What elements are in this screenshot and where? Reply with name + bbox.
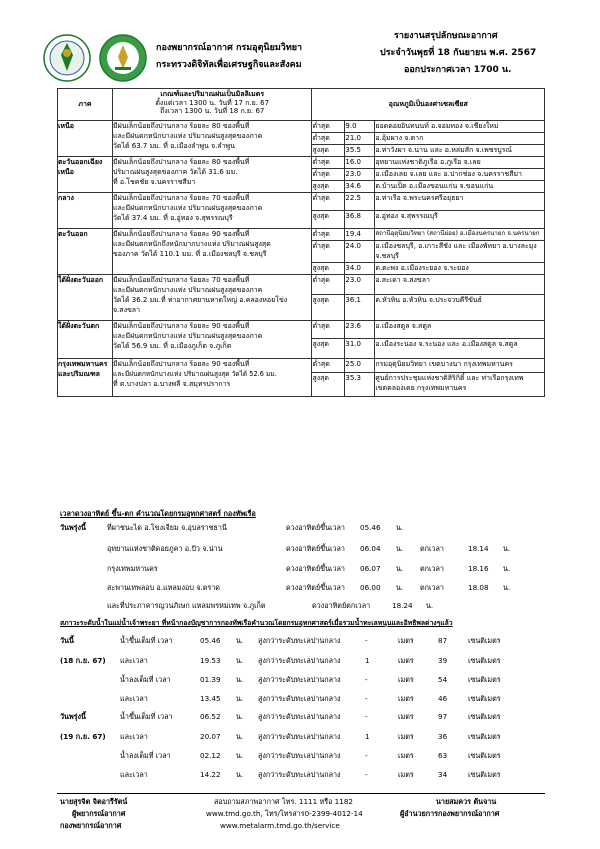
time-unit: น. xyxy=(236,712,244,721)
tide-desc: น้ำขึ้นเต็มที่ เวลา xyxy=(120,636,173,645)
temp-label: สูงสุด xyxy=(312,181,345,193)
temp-place: อ.เมืองสตูล จ.สตูล xyxy=(375,321,545,339)
cm-unit: เซนติเมตร xyxy=(468,675,501,684)
time-unit: น. xyxy=(236,751,244,760)
sun-day-label: วันพรุ่งนี้ xyxy=(60,523,86,532)
tide-level-desc: สูงกว่าระดับทะเลปานกลาง xyxy=(258,656,341,665)
sunset-label: ตกเวลา xyxy=(420,583,444,592)
time-unit: น. xyxy=(396,544,404,553)
sunrise-time: 05.46 xyxy=(360,523,381,532)
tide-meters: 1 xyxy=(365,656,370,665)
tide-desc: และเวลา xyxy=(120,732,148,741)
time-unit: น. xyxy=(396,564,404,573)
temp-place: อ.เมืองเลย จ.เลย และ อ.ปากช่อง จ.นครราชสีมา xyxy=(375,169,545,181)
forecaster-name: นายสุรจิต จิตอารีรัตน์ xyxy=(60,797,128,806)
temp-label: สูงสุด xyxy=(312,211,345,229)
temp-value: 16.0 xyxy=(345,157,375,169)
ministry-logo xyxy=(98,33,148,83)
temp-label: สูงสุด xyxy=(312,339,345,359)
temp-value: 23.0 xyxy=(345,169,375,181)
tide-meters: - xyxy=(365,636,368,645)
temp-label: ต่ำสุด xyxy=(312,359,345,373)
tide-cm: 46 xyxy=(438,694,448,703)
region-name: ตะวันออก xyxy=(58,229,113,275)
col-header-rain-title: เกณฑ์และปริมาณฝนเป็นมิลลิเมตร xyxy=(160,90,265,98)
sunrise-label: ดวงอาทิตย์ขึ้นเวลา xyxy=(286,564,345,573)
sunset-label: ตกเวลา xyxy=(420,564,444,573)
sunrise-time: 06.00 xyxy=(360,583,381,592)
tide-level-desc: สูงกว่าระดับทะเลปานกลาง xyxy=(258,770,341,779)
region-name: กรุงเทพมหานคร และปริมณฑล xyxy=(58,359,113,397)
temp-label: ต่ำสุด xyxy=(312,121,345,133)
time-unit: น. xyxy=(396,523,404,532)
temp-value: 21.0 xyxy=(345,133,375,145)
tide-day-label: วันนี้ xyxy=(60,636,74,645)
time-unit: น. xyxy=(503,583,511,592)
tmd-logo xyxy=(42,33,92,83)
cm-unit: เซนติเมตร xyxy=(468,656,501,665)
tide-meters: - xyxy=(365,751,368,760)
cm-unit: เซนติเมตร xyxy=(468,694,501,703)
sun-place: ที่ผาชนะได อ.โขงเจียม จ.อุบลราชธานี xyxy=(107,523,227,532)
time-unit: น. xyxy=(236,694,244,703)
tide-desc: น้ำลงเต็มที่ เวลา xyxy=(120,751,171,760)
temp-value: 34.0 xyxy=(345,263,375,275)
tide-section-title: สภาวะระดับน้ำในแม่น้ำเจ้าพระยา ที่หน้ากองบัญชาการกองทัพเรือคำนวณโดยกรมอุทกศาสตร์เมื่อรวมน้ำทะเลหนุนและอิทธิพลต่างๆแล้ว xyxy=(60,619,453,627)
tide-time: 19.53 xyxy=(200,656,221,665)
tide-time: 13.45 xyxy=(200,694,221,703)
org-name-line1: กองพยากรณ์อากาศ กรมอุตุนิยมวิทยา xyxy=(156,43,303,53)
temp-place: อ.เมืองระนอง จ.ระนอง และ อ.เมืองสตูล จ.สตูล xyxy=(375,339,545,359)
cm-unit: เซนติเมตร xyxy=(468,712,501,721)
temp-label: ต่ำสุด xyxy=(312,321,345,339)
sun-place: และที่ประภาคารญวนภิเษก แหลมพรหมเทพ จ.ภูเก็ต xyxy=(107,601,266,610)
temp-label: สูงสุด xyxy=(312,145,345,157)
temp-place: ยอดดอยอินทนนท์ อ.จอมทอง จ.เชียงใหม่ xyxy=(375,121,545,133)
sun-place: กรุงเทพมหานคร xyxy=(107,564,158,573)
cm-unit: เซนติเมตร xyxy=(468,636,501,645)
report-time: ออกประกาศเวลา 1700 น. xyxy=(404,65,512,75)
tide-meters: - xyxy=(365,694,368,703)
weather-summary-table xyxy=(57,88,545,397)
region-name: ใต้ฝั่งตะวันตก xyxy=(58,321,113,359)
temp-place: กรมอุตุนิยมวิทยา เขตบางนา กรุงเทพมหานคร xyxy=(375,359,545,373)
sunrise-time: 06.04 xyxy=(360,544,381,553)
temp-place: อ.สะเดา จ.สงขลา xyxy=(375,275,545,295)
tide-desc: น้ำลงเต็มที่ เวลา xyxy=(120,675,171,684)
temp-label: ต่ำสุด xyxy=(312,133,345,145)
region-rain-text: มีฝนเล็กน้อยถึงปานกลาง ร้อยละ 80 ของพื้นที่ และมีฝนตกหนักบางแห่ง ปริมาณฝนสูงสุดของภาค วัดได้ 63.7 มม. ที่ อ.เมืองลำพูน จ.ลำพูน xyxy=(112,121,311,157)
tide-cm: 36 xyxy=(438,732,448,741)
time-unit: น. xyxy=(503,544,511,553)
temp-place: อ.อุ้มผาง จ.ตาก xyxy=(375,133,545,145)
temp-value: 23.6 xyxy=(345,321,375,339)
region-name: ใต้ฝั่งตะวันออก xyxy=(58,275,113,321)
tide-cm: 87 xyxy=(438,636,448,645)
forecaster-position: ผู้พยากรณ์อากาศ xyxy=(72,809,126,818)
sun-place: สะพานเทพลอบ อ.แหลมงอบ จ.ตราด xyxy=(107,583,220,592)
time-unit: น. xyxy=(236,675,244,684)
sun-section-title: เวลาดวงอาทิตย์ ขึ้น-ตก คำนวณโดยกรมอุทกศาสตร์ กองทัพเรือ xyxy=(60,509,256,518)
tide-meters: 1 xyxy=(365,732,370,741)
meter-unit: เมตร xyxy=(398,636,414,645)
footer-service-link[interactable]: www.metalarm.tmd.go.th/service xyxy=(220,821,340,830)
region-name: เหนือ xyxy=(58,121,113,157)
region-rain-text: มีฝนเล็กน้อยถึงปานกลาง ร้อยละ 80 ของพื้นที่ ปริมาณฝนสูงสุดของภาค วัดได้ 31.6 มม. ที่ อ.โชคชัย จ.นครราชสีมา xyxy=(112,157,311,193)
temp-value: 35.3 xyxy=(345,373,375,397)
footer-divider xyxy=(57,793,545,794)
temp-value: 23.0 xyxy=(345,275,375,295)
region-rain-text: มีฝนเล็กน้อยถึงปานกลาง ร้อยละ 70 ของพื้นที่ และมีฝนตกหนักบางแห่ง ปริมาณฝนสูงสุดของภาค วัดได้ 37.4 มม. ที่ อ.อู่ทอง จ.สุพรรณบุรี xyxy=(112,193,311,229)
temp-value: 25.0 xyxy=(345,359,375,373)
sunset-time: 18.16 xyxy=(468,564,489,573)
time-unit: น. xyxy=(236,770,244,779)
tide-cm: 54 xyxy=(438,675,448,684)
tide-time: 01.39 xyxy=(200,675,221,684)
sunrise-time: 06.07 xyxy=(360,564,381,573)
meter-unit: เมตร xyxy=(398,751,414,760)
temp-place: ศูนย์การประชุมแห่งชาติสิริกิติ์ และ ท่าเรือกรุงเทพ เขตคลองเตย กรุงเทพมหานคร xyxy=(375,373,545,397)
temp-place: สถานีอุตุนิยมวิทยา (สถานีย่อย) อ.เมืองนครนายก จ.นครนายก xyxy=(375,229,545,241)
tide-day-label: วันพรุ่งนี้ xyxy=(60,712,86,721)
sunset-time: 18.08 xyxy=(468,583,489,592)
tide-desc: และเวลา xyxy=(120,694,148,703)
tide-time: 20.07 xyxy=(200,732,221,741)
region-name: กลาง xyxy=(58,193,113,229)
temp-label: ต่ำสุด xyxy=(312,241,345,263)
tide-desc: น้ำขึ้นเต็มที่ เวลา xyxy=(120,712,173,721)
col-header-rain-from: ตั้งแต่เวลา 1300 น. วันที่ 17 ก.ย. 67 xyxy=(155,99,270,107)
tide-level-desc: สูงกว่าระดับทะเลปานกลาง xyxy=(258,675,341,684)
region-name: ตะวันออกเฉียงเหนือ xyxy=(58,157,113,193)
temp-place: อ.ท่าเรือ จ.พระนครศรีอยุธยา xyxy=(375,193,545,211)
temp-label: ต่ำสุด xyxy=(312,157,345,169)
region-rain-text: มีฝนเล็กน้อยถึงปานกลาง ร้อยละ 70 ของพื้นที่ และมีฝนตกหนักบางแห่ง ปริมาณฝนสูงสุดของภาค วัดได้ 36.2 มม.ที่ ท่าอากาศยานหาดใหญ่ อ.คลองหอยโข่ง จ.สงขลา xyxy=(112,275,311,321)
tide-cm: 63 xyxy=(438,751,448,760)
cm-unit: เซนติเมตร xyxy=(468,751,501,760)
temp-label: ต่ำสุด xyxy=(312,193,345,211)
tide-time: 05.46 xyxy=(200,636,221,645)
time-unit: น. xyxy=(236,732,244,741)
footer-website-link[interactable]: www.tmd.go.th, โทร/โทรสาร0-2399-4012-14 xyxy=(206,809,363,818)
temp-place: ต.หัวหิน อ.หัวหิน จ.ประจวบคีรีขันธ์ xyxy=(375,295,545,321)
temp-place: อ.ท่าวังผา จ.น่าน และ อ.หล่มสัก จ.เพชรบูรณ์ xyxy=(375,145,545,157)
tide-day-date: (19 ก.ย. 67) xyxy=(60,732,106,741)
tide-meters: - xyxy=(365,770,368,779)
tide-meters: - xyxy=(365,712,368,721)
time-unit: น. xyxy=(503,564,511,573)
cm-unit: เซนติเมตร xyxy=(468,732,501,741)
time-unit: น. xyxy=(236,636,244,645)
col-header-rain-to: ถึงเวลา 1300 น. วันที่ 18 ก.ย. 67 xyxy=(160,107,265,115)
tide-time: 06.52 xyxy=(200,712,221,721)
sunrise-label: ดวงอาทิตย์ขึ้นเวลา xyxy=(286,523,345,532)
temp-value: 22.5 xyxy=(345,193,375,211)
col-header-region: ภาค xyxy=(58,89,113,121)
tide-level-desc: สูงกว่าระดับทะเลปานกลาง xyxy=(258,732,341,741)
cm-unit: เซนติเมตร xyxy=(468,770,501,779)
temp-value: 19.4 xyxy=(345,229,375,241)
temp-value: 9.0 xyxy=(345,121,375,133)
tide-desc: และเวลา xyxy=(120,770,148,779)
temp-place: อ.อู่ทอง จ.สุพรรณบุรี xyxy=(375,211,545,229)
footer-contact-phone: สอบถามสภาพอากาศ โทร. 1111 หรือ 1182 xyxy=(214,797,353,806)
org-name-line2: กระทรวงดิจิทัลเพื่อเศรษฐกิจและสังคม xyxy=(156,60,302,70)
report-title: รายงานสรุปลักษณะอากาศ xyxy=(394,31,498,41)
col-header-temp: อุณหภูมิเป็นองศาเซลเซียส xyxy=(312,89,545,121)
report-date: ประจำวันพุธที่ 18 กันยายน พ.ศ. 2567 xyxy=(380,48,537,58)
region-rain-text: มีฝนเล็กน้อยถึงปานกลาง ร้อยละ 90 ของพื้นที่ และมีฝนตกหนักบางแห่ง ปริมาณฝนสูงสุดของภาค วัดได้ 56.9 มม. ที่ อ.เมืองภูเก็ต จ.ภูเก็ต xyxy=(112,321,311,359)
tide-level-desc: สูงกว่าระดับทะเลปานกลาง xyxy=(258,636,341,645)
meter-unit: เมตร xyxy=(398,732,414,741)
tide-cm: 39 xyxy=(438,656,448,665)
sunset-time: 18.14 xyxy=(468,544,489,553)
tide-time: 14.22 xyxy=(200,770,221,779)
time-unit: น. xyxy=(236,656,244,665)
temp-value: 24.0 xyxy=(345,241,375,263)
temp-value: 34.6 xyxy=(345,181,375,193)
meter-unit: เมตร xyxy=(398,656,414,665)
sunrise-label: ดวงอาทิตย์ขึ้นเวลา xyxy=(286,583,345,592)
temp-value: 31.0 xyxy=(345,339,375,359)
sunset-time: 18.24 xyxy=(392,601,413,610)
tide-level-desc: สูงกว่าระดับทะเลปานกลาง xyxy=(258,694,341,703)
temp-value: 36.8 xyxy=(345,211,375,229)
time-unit: น. xyxy=(426,601,434,610)
tide-level-desc: สูงกว่าระดับทะเลปานกลาง xyxy=(258,712,341,721)
temp-label: ต่ำสุด xyxy=(312,229,345,241)
tide-time: 02.12 xyxy=(200,751,221,760)
region-rain-text: มีฝนเล็กน้อยถึงปานกลาง ร้อยละ 90 ของพื้นที่ และมีฝนตกหนักบางแห่ง ปริมาณฝนสูงสุด วัดได้ 52.6 มม. ที่ ต.บางปลา อ.บางพลี จ.สมุทรปราการ xyxy=(112,359,311,397)
temp-place: อุทยานแห่งชาติภูเรือ อ.ภูเรือ จ.เลย xyxy=(375,157,545,169)
tide-desc: และเวลา xyxy=(120,656,148,665)
meter-unit: เมตร xyxy=(398,770,414,779)
meter-unit: เมตร xyxy=(398,712,414,721)
tide-level-desc: สูงกว่าระดับทะเลปานกลาง xyxy=(258,751,341,760)
meter-unit: เมตร xyxy=(398,675,414,684)
director-name: นายสมควร ต้นจาน xyxy=(436,797,497,806)
director-position: ผู้อำนวยการกองพยากรณ์อากาศ xyxy=(400,809,500,818)
temp-place: ต.ตะพง อ.เมืองระยอง จ.ระยอง xyxy=(375,263,545,275)
sun-place: อุทยานแห่งชาติดอยภูคา อ.ปัว จ.น่าน xyxy=(107,544,223,553)
tide-cm: 97 xyxy=(438,712,448,721)
temp-value: 35.5 xyxy=(345,145,375,157)
sunrise-label: ดวงอาทิตย์ขึ้นเวลา xyxy=(286,544,345,553)
temp-place: ต.บ้านเป็ด อ.เมืองขอนแก่น จ.ขอนแก่น xyxy=(375,181,545,193)
temp-label: สูงสุด xyxy=(312,373,345,397)
region-rain-text: มีฝนเล็กน้อยถึงปานกลาง ร้อยละ 90 ของพื้นที่ และมีฝนตกหนักถึงหนักมากบางแห่ง ปริมาณฝนสูงสุด ของภาค วัดได้ 110.1 มม. ที่ อ.เมืองชลบุรี จ.ชลบุรี xyxy=(112,229,311,275)
sunset-label: ตกเวลา xyxy=(420,544,444,553)
temp-value: 36.1 xyxy=(345,295,375,321)
temp-label: ต่ำสุด xyxy=(312,169,345,181)
time-unit: น. xyxy=(396,583,404,592)
temp-label: ต่ำสุด xyxy=(312,275,345,295)
tide-day-date: (18 ก.ย. 67) xyxy=(60,656,106,665)
tide-meters: - xyxy=(365,675,368,684)
temp-label: สูงสุด xyxy=(312,295,345,321)
forecaster-department: กองพยากรณ์อากาศ xyxy=(60,821,122,830)
meter-unit: เมตร xyxy=(398,694,414,703)
sunset-label: ดวงอาทิตย์ตกเวลา xyxy=(312,601,371,610)
temp-label: สูงสุด xyxy=(312,263,345,275)
temp-place: อ.เมืองชลบุรี, อ.เกาะสีชัง และ เมืองพัทยา อ.บางละมุง จ.ชลบุรี xyxy=(375,241,545,263)
tide-cm: 34 xyxy=(438,770,448,779)
